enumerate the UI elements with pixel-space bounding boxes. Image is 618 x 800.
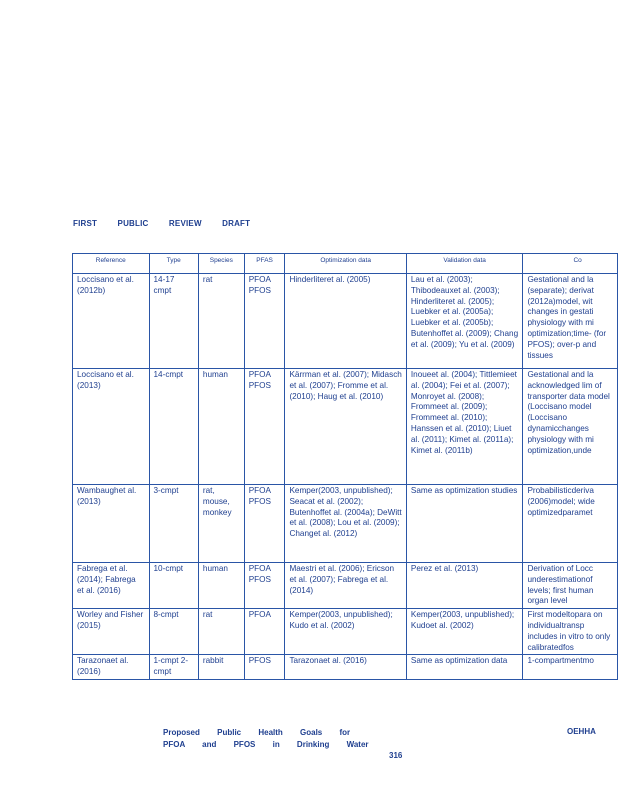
cell-pfas: PFOA PFOS bbox=[244, 274, 285, 369]
cell-comments: First modeltopara on individualtransp includes in vitro to only calibratedfos bbox=[523, 609, 618, 655]
col-header-comments: Co bbox=[523, 254, 618, 274]
table-row bbox=[73, 369, 618, 485]
col-header-optimization: Optimization data bbox=[285, 254, 406, 274]
cell-pfas: PFOA PFOS bbox=[244, 369, 285, 485]
col-header-pfas: PFAS bbox=[244, 254, 285, 274]
cell-comments: Derivation of Locc underestimationof levels; first human organ level bbox=[523, 563, 618, 609]
cell-validation: Lau et al. (2003); Thibodeauxet al. (2003); Hinderliteret al. (2005); Luebker et al. (2005a); Luebker et al. (2005b); Butenhoffet al. (2009); Chang et al. (2009); Yu et al. (2009) bbox=[406, 274, 523, 369]
cell-optimization: Kärrman et al. (2007); Midasch et al. (2007); Fromme et al. (2010); Haug et al. (2010) bbox=[285, 369, 406, 485]
cell-optimization: Hinderliteret al. (2005) bbox=[285, 274, 406, 369]
cell-type: 14-17 cmpt bbox=[149, 274, 198, 369]
cell-comments: 1-compartmentmo bbox=[523, 655, 618, 680]
footer-line-1: Proposed Public Health Goals for bbox=[163, 728, 351, 737]
cell-species: rat, mouse, monkey bbox=[198, 485, 244, 563]
cell-pfas: PFOS bbox=[244, 655, 285, 680]
cell-pfas: PFOA PFOS bbox=[244, 485, 285, 563]
table-row bbox=[73, 485, 618, 563]
cell-type: 14-cmpt bbox=[149, 369, 198, 485]
cell-reference: Loccisano et al. (2012b) bbox=[73, 274, 150, 369]
cell-optimization: Maestri et al. (2006); Ericson et al. (2007); Fabrega et al. (2014) bbox=[285, 563, 406, 609]
cell-reference: Worley and Fisher (2015) bbox=[73, 609, 150, 655]
cell-optimization: Kemper(2003, unpublished); Seacat et al. (2002); Butenhoffet al. (2004a); DeWitt et al. (2008); Lou et al. (2009); Changet al. (2012) bbox=[285, 485, 406, 563]
cell-type: 1-cmpt 2-cmpt bbox=[149, 655, 198, 680]
cell-reference: Fabrega et al. (2014); Fabrega et al. (2016) bbox=[73, 563, 150, 609]
cell-reference: Wambaughet al. (2013) bbox=[73, 485, 150, 563]
cell-reference: Tarazonaet al. (2016) bbox=[73, 655, 150, 680]
col-header-reference: Reference bbox=[73, 254, 150, 274]
footer-agency: OEHHA bbox=[567, 727, 596, 736]
footer-line-2: PFOA and PFOS in Drinking Water bbox=[163, 740, 369, 749]
page-number: 316 bbox=[389, 751, 403, 760]
table-row bbox=[73, 563, 618, 609]
cell-species: human bbox=[198, 563, 244, 609]
cell-validation: Perez et al. (2013) bbox=[406, 563, 523, 609]
cell-validation: Kemper(2003, unpublished); Kudoet al. (2002) bbox=[406, 609, 523, 655]
draft-header: FIRST PUBLIC REVIEW DRAFT bbox=[73, 219, 251, 228]
cell-comments: Gestational and la acknowledged lim of transporter data model (Loccisano model (Loccisano dynamicchanges physiology with mi optimization,unde bbox=[523, 369, 618, 485]
cell-species: rat bbox=[198, 274, 244, 369]
table-header-row bbox=[73, 254, 618, 274]
cell-comments: Probabilisticderiva (2006)model; wide optimizedparamet bbox=[523, 485, 618, 563]
cell-validation: Inoueet al. (2004); Tittlemieet al. (2004); Fei et al. (2007); Monroyet al. (2008); Frommeet al. (2009); Frommeet al. (2010); Hanssen et al. (2010); Liuet al. (2011); Kimet al. (2011a); Kimet al. (2011b) bbox=[406, 369, 523, 485]
cell-pfas: PFOA bbox=[244, 609, 285, 655]
footer-document-title bbox=[163, 727, 369, 751]
cell-pfas: PFOA PFOS bbox=[244, 563, 285, 609]
cell-species: rat bbox=[198, 609, 244, 655]
cell-reference: Loccisano et al. (2013) bbox=[73, 369, 150, 485]
col-header-type: Type bbox=[149, 254, 198, 274]
cell-optimization: Tarazonaet al. (2016) bbox=[285, 655, 406, 680]
col-header-species: Species bbox=[198, 254, 244, 274]
cell-type: 3-cmpt bbox=[149, 485, 198, 563]
pbpk-models-table bbox=[72, 253, 618, 680]
cell-validation: Same as optimization studies bbox=[406, 485, 523, 563]
cell-species: human bbox=[198, 369, 244, 485]
cell-comments: Gestational and la (separate); derivat (2012a)model, wit changes in gestati physiology with mi optimization;time- (for PFOS); over-p and tissues bbox=[523, 274, 618, 369]
cell-type: 8-cmpt bbox=[149, 609, 198, 655]
cell-validation: Same as optimization data bbox=[406, 655, 523, 680]
table-row bbox=[73, 274, 618, 369]
col-header-validation: Validation data bbox=[406, 254, 523, 274]
cell-optimization: Kemper(2003, unpublished); Kudo et al. (2002) bbox=[285, 609, 406, 655]
cell-type: 10-cmpt bbox=[149, 563, 198, 609]
table-row bbox=[73, 655, 618, 680]
cell-species: rabbit bbox=[198, 655, 244, 680]
table-row bbox=[73, 609, 618, 655]
